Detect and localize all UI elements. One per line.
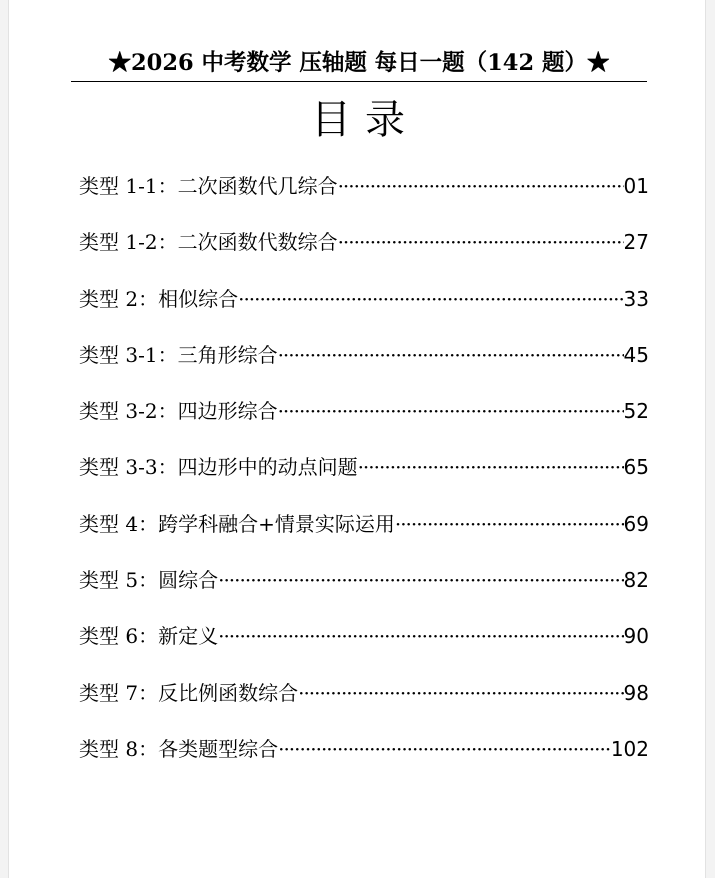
document-page [8, 0, 706, 878]
toc-leader-dots [218, 618, 623, 654]
toc-leader-dots [338, 224, 624, 260]
toc-entry-page: 01 [623, 174, 649, 198]
page-title: 目录 [311, 97, 419, 143]
toc-entry-page: 52 [623, 399, 649, 424]
toc-entry-label: 类型 1-2：二次函数代数综合 [79, 230, 338, 255]
toc-entry [79, 168, 649, 224]
toc-entry [79, 562, 649, 618]
toc-entry [79, 675, 649, 731]
toc-entry-label: 类型 6：新定义 [79, 624, 219, 649]
toc-leader-dots [218, 562, 623, 598]
toc-entry-page: 90 [623, 624, 649, 649]
toc-entry-page: 65 [623, 455, 649, 480]
toc-leader-dots [278, 337, 624, 373]
toc-entry-label: 类型 2：相似综合 [79, 286, 239, 311]
toc-entry-page: 45 [623, 342, 649, 367]
toc-entry-page: 69 [623, 511, 649, 536]
toc-leader-dots [358, 449, 624, 485]
toc-leader-dots [238, 281, 623, 317]
toc-entry-page: 102 [610, 736, 649, 761]
toc-entry [79, 449, 649, 505]
toc-leader-dots [395, 506, 624, 542]
toc-entry [79, 731, 649, 787]
toc-leader-dots [278, 393, 624, 429]
toc-entry-label: 类型 8：各类题型综合 [79, 736, 279, 761]
toc-entry-page: 98 [623, 680, 649, 705]
toc-entry-label: 类型 4：跨学科融合+情景实际运用 [79, 511, 395, 536]
toc-leader-dots [338, 168, 624, 204]
toc-entry-page: 27 [623, 230, 649, 255]
toc-entry-label: 类型 5：圆综合 [79, 568, 219, 593]
toc-leader-dots [298, 675, 623, 711]
toc-entry [79, 618, 649, 674]
toc-entry-label: 类型 3-1：三角形综合 [79, 342, 278, 367]
toc-leader-dots [278, 731, 611, 767]
toc-entry-label: 类型 1-1：二次函数代几综合 [79, 174, 338, 198]
toc-entry-label: 类型 3-2：四边形综合 [79, 399, 278, 424]
toc-entry [79, 281, 649, 337]
toc-entry-page: 82 [623, 568, 649, 593]
toc-entry [79, 506, 649, 562]
toc-entry-label: 类型 3-3：四边形中的动点问题 [79, 455, 358, 480]
toc-entry-page: 33 [623, 286, 649, 311]
toc-entry [79, 337, 649, 393]
toc-entry [79, 224, 649, 280]
toc-entry [79, 393, 649, 449]
document-header: ★2026 中考数学 压轴题 每日一题（142 题）★ [71, 44, 647, 82]
toc-entry-label: 类型 7：反比例函数综合 [79, 680, 299, 705]
table-of-contents [79, 168, 649, 787]
